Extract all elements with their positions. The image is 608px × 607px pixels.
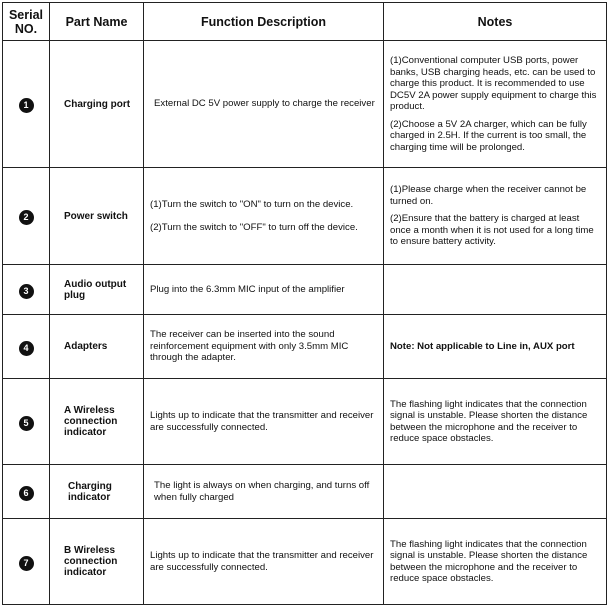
table-row bbox=[3, 315, 607, 379]
row-number-badge: 6 bbox=[19, 486, 34, 501]
header-part-name: Part Name bbox=[50, 3, 144, 41]
function-text: The light is always on when charging, and turns off when fully charged bbox=[154, 479, 370, 503]
part-name: A Wireless connection indicator bbox=[50, 379, 144, 465]
function-text: External DC 5V power supply to charge the receiver bbox=[154, 98, 375, 110]
function-text: (1)Turn the switch to "ON" to turn on the device. bbox=[150, 198, 354, 210]
row-number-badge: 5 bbox=[19, 416, 34, 431]
notes-text: Note: Not applicable to Line in, AUX port bbox=[390, 340, 575, 352]
notes-text: The flashing light indicates that the connection signal is unstable. Please shorten the distance between the microphone and the receiver to reduce space obstacles. bbox=[390, 538, 588, 584]
row-number-badge: 4 bbox=[19, 341, 34, 356]
table-row bbox=[3, 41, 607, 168]
table-row bbox=[3, 168, 607, 265]
function-text: The receiver can be inserted into the sound reinforcement equipment with only 3.5mm MIC through the adapter. bbox=[150, 328, 349, 364]
part-name: B Wireless connection indicator bbox=[50, 519, 144, 605]
row-number-badge: 7 bbox=[19, 556, 34, 571]
notes-empty bbox=[384, 265, 607, 315]
notes-empty bbox=[384, 465, 607, 519]
function-text: Lights up to indicate that the transmitter and receiver are successfully connected. bbox=[150, 549, 374, 573]
row-number-badge: 3 bbox=[19, 284, 34, 299]
table-row bbox=[3, 265, 607, 315]
part-name: Audio output plug bbox=[50, 265, 144, 315]
part-name: Charging indicator bbox=[50, 465, 144, 519]
header-serial: Serial NO. bbox=[3, 3, 50, 41]
table-row bbox=[3, 519, 607, 605]
notes-text: The flashing light indicates that the connection signal is unstable. Please shorten the distance between the microphone and the receiver to reduce space obstacles. bbox=[390, 398, 588, 444]
row-number-badge: 1 bbox=[19, 98, 34, 113]
header-row bbox=[3, 3, 607, 41]
row-number-badge: 2 bbox=[19, 210, 34, 225]
part-name: Adapters bbox=[50, 315, 144, 379]
table-row bbox=[3, 465, 607, 519]
notes-text: (1)Please charge when the receiver cannot be turned on. bbox=[390, 184, 587, 207]
function-text: (2)Turn the switch to "OFF" to turn off the device. bbox=[150, 221, 358, 233]
function-text: Lights up to indicate that the transmitter and receiver are successfully connected. bbox=[150, 409, 374, 433]
parts-table bbox=[2, 2, 607, 605]
function-text: Plug into the 6.3mm MIC input of the amplifier bbox=[150, 283, 345, 295]
table-row bbox=[3, 379, 607, 465]
notes-text: (2)Ensure that the battery is charged at least once a month when it is not used for a long time to ensure battery activity. bbox=[390, 213, 594, 248]
notes-text: (1)Conventional computer USB ports, power banks, USB charging heads, etc. can be used to charge this product. It is recommended to use DC5V 2A power supply equipment to charge this product. bbox=[390, 55, 597, 112]
part-name: Power switch bbox=[50, 168, 144, 265]
header-function: Function Description bbox=[144, 3, 384, 41]
header-notes: Notes bbox=[384, 3, 607, 41]
notes-text: (2)Choose a 5V 2A charger, which can be fully charged in 2.5H. If the current is too small, the charging time will be prolonged. bbox=[390, 118, 587, 153]
part-name: Charging port bbox=[50, 41, 144, 168]
